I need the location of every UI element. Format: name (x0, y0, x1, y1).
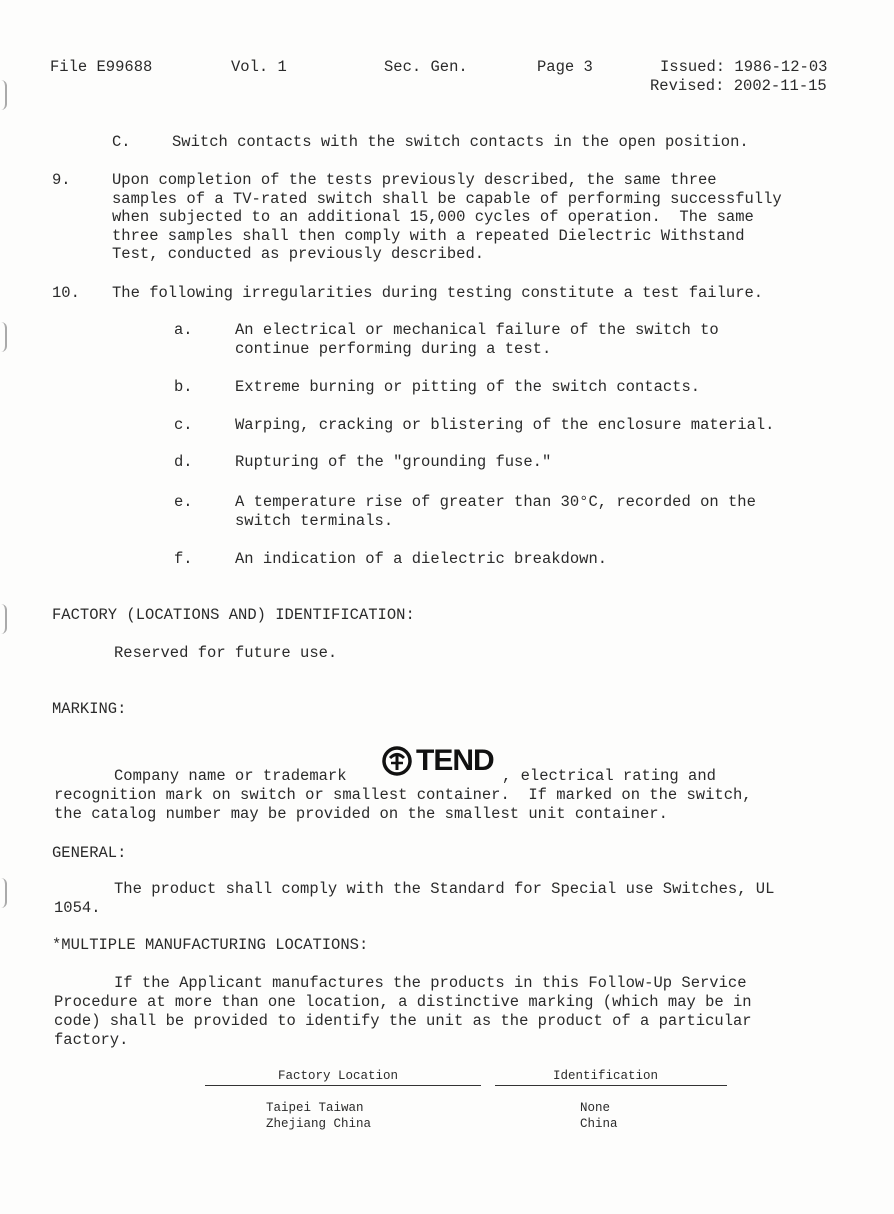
item-9-line: Upon completion of the tests previously described, the same three (112, 171, 717, 189)
subitem-e-line: switch terminals. (235, 512, 394, 530)
factory-heading: FACTORY (LOCATIONS AND) IDENTIFICATION: (52, 606, 415, 624)
header-section: Sec. Gen. (384, 58, 468, 76)
table-header-identification: Identification (553, 1069, 659, 1083)
table-header-rule (205, 1085, 481, 1086)
tend-logo-icon (382, 746, 412, 776)
marking-line1-after: , electrical rating and (502, 767, 716, 785)
subitem-f-line: An indication of a dielectric breakdown. (235, 550, 608, 568)
header-volume: Vol. 1 (231, 58, 287, 76)
subitem-b-marker: b. (174, 378, 193, 396)
table-header-rule (495, 1085, 727, 1086)
header-issued: Issued: 1986-12-03 (660, 58, 828, 76)
item-9-line: samples of a TV-rated switch shall be capable of performing successfully (112, 190, 782, 208)
subitem-a-marker: a. (174, 321, 193, 339)
header-file: File E99688 (50, 58, 153, 76)
multiple-line: Procedure at more than one location, a distinctive marking (which may be in (54, 993, 752, 1011)
item-10-number: 10. (52, 284, 80, 302)
multiple-line: factory. (54, 1031, 129, 1049)
table-cell-location: Taipei Taiwan (266, 1101, 364, 1115)
item-9-line: when subjected to an additional 15,000 cycles of operation. The same (112, 208, 754, 226)
item-c-marker: C. (112, 133, 131, 151)
subitem-a-line: continue performing during a test. (235, 340, 552, 358)
item-10-text: The following irregularities during testing constitute a test failure. (112, 284, 764, 302)
subitem-a-line: An electrical or mechanical failure of the switch to (235, 321, 719, 339)
table-header-factory-location: Factory Location (278, 1069, 399, 1083)
subitem-e-marker: e. (174, 493, 193, 511)
binder-hole (0, 80, 7, 110)
tend-logo (382, 744, 494, 778)
subitem-e-line: A temperature rise of greater than 30°C, recorded on the (235, 493, 756, 511)
header-page: Page 3 (537, 58, 593, 76)
marking-line1-before: Company name or trademark (114, 767, 347, 785)
subitem-c-marker: c. (174, 416, 193, 434)
marking-line2: recognition mark on switch or smallest container. If marked on the switch, (54, 786, 752, 804)
subitem-b-line: Extreme burning or pitting of the switch contacts. (235, 378, 701, 396)
marking-line3: the catalog number may be provided on the smallest unit container. (54, 805, 668, 823)
subitem-d-marker: d. (174, 453, 193, 471)
table-cell-location: Zhejiang China (266, 1117, 372, 1131)
item-c-text: Switch contacts with the switch contacts in the open position. (172, 133, 749, 151)
item-9-line: Test, conducted as previously described. (112, 245, 485, 263)
general-line2: 1054. (54, 899, 101, 917)
marking-heading: MARKING: (52, 700, 127, 718)
item-9-line: three samples shall then comply with a repeated Dielectric Withstand (112, 227, 745, 245)
table-cell-identification: None (580, 1101, 611, 1115)
binder-hole (0, 604, 7, 634)
subitem-d-line: Rupturing of the "grounding fuse." (235, 453, 552, 471)
header-revised: Revised: 2002-11-15 (650, 77, 827, 95)
factory-text: Reserved for future use. (114, 644, 338, 662)
multiple-heading: *MULTIPLE MANUFACTURING LOCATIONS: (52, 936, 369, 954)
subitem-f-marker: f. (174, 550, 193, 568)
multiple-line: code) shall be provided to identify the unit as the product of a particular (54, 1012, 752, 1030)
binder-hole (0, 322, 7, 352)
table-cell-identification: China (580, 1117, 618, 1131)
multiple-line: If the Applicant manufactures the products in this Follow-Up Service (114, 974, 747, 992)
tend-logo-text: TEND (416, 744, 494, 777)
binder-hole (0, 878, 7, 908)
general-heading: GENERAL: (52, 844, 127, 862)
subitem-c-line: Warping, cracking or blistering of the enclosure material. (235, 416, 775, 434)
item-9-number: 9. (52, 171, 71, 189)
general-line1: The product shall comply with the Standard for Special use Switches, UL (114, 880, 775, 898)
